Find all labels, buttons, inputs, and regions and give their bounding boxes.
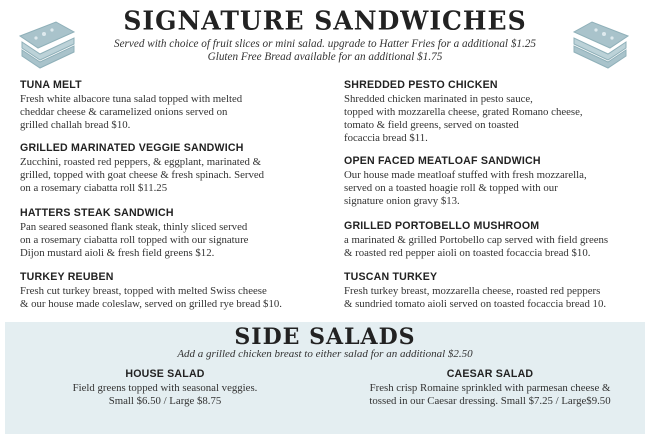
item-description: Zucchini, roasted red peppers, & eggplant, marinated & (20, 156, 262, 168)
item-description: Fresh turkey breast, mozzarella cheese, roasted red peppers (344, 285, 601, 297)
item-description: Shredded chicken marinated in pesto sauce, (344, 93, 533, 105)
menu-item (344, 220, 608, 260)
item-description: & roasted red pepper aioli on toasted focaccia bread $10. (344, 247, 591, 259)
item-description: Our house made meatloaf stuffed with fresh mozzarella, (344, 169, 587, 181)
item-name: CAESAR SALAD (446, 368, 534, 380)
item-description: on a rosemary ciabatta roll topped with our signature (20, 234, 249, 246)
item-description: Fresh white albacore tuna salad topped with melted (20, 93, 243, 105)
item-description: focaccia bread $11. (344, 132, 428, 144)
item-description: & our house made coleslaw, served on grilled rye bread $10. (20, 298, 282, 310)
title-subtitle: Served with choice of fruit slices or mini salad. upgrade to Hatter Fries for a additional $1.25 (114, 38, 536, 50)
item-description: & sundried tomato aioli served on toasted focaccia bread 10. (344, 298, 607, 310)
item-description: Fresh crisp Romaine sprinkled with parmesan cheese & (369, 382, 611, 394)
menu-item (20, 207, 248, 260)
menu-item (20, 142, 264, 195)
item-name: GRILLED PORTOBELLO MUSHROOM (344, 220, 540, 232)
menu-item (345, 368, 635, 408)
item-description: Dijon mustard aioli & fresh field greens $12. (20, 247, 215, 259)
item-name: TUSCAN TURKEY (344, 271, 438, 283)
item-name: TUNA MELT (20, 79, 82, 91)
item-name: GRILLED MARINATED VEGGIE SANDWICH (20, 142, 244, 154)
item-description: Fresh cut turkey breast, topped with melted Swiss cheese (20, 285, 267, 297)
item-name: OPEN FACED MEATLOAF SANDWICH (344, 155, 541, 167)
title-subtitle-2: Gluten Free Bread available for an additional $1.75 (207, 51, 443, 63)
item-description: Pan seared seasoned flank steak, thinly sliced served (20, 221, 248, 233)
menu-item (20, 271, 282, 311)
item-name: HATTERS STEAK SANDWICH (20, 207, 174, 219)
item-description: served on a toasted hoagie roll & topped with our (344, 182, 558, 194)
item-description: Small $6.50 / Large $8.75 (108, 395, 222, 407)
item-description: cheddar cheese & caramelized onions served on (20, 106, 228, 118)
item-description: topped with mozzarella cheese, grated Romano cheese, (344, 106, 583, 118)
item-description: grilled challah bread $10. (20, 119, 131, 131)
item-description: Field greens topped with seasonal veggies. (72, 382, 258, 394)
item-description: a marinated & grilled Portobello cap served with field greens (344, 234, 609, 246)
item-name: SHREDDED PESTO CHICKEN (344, 79, 498, 91)
menu-item (20, 79, 242, 132)
item-description: tomato & field greens, served on toasted (344, 119, 519, 131)
item-description: tossed in our Caesar dressing. Small $7.25 / Large$9.50 (369, 395, 611, 407)
item-description: on a rosemary ciabatta roll $11.25 (20, 182, 168, 194)
menu-item (344, 271, 606, 311)
item-description: signature onion gravy $13. (344, 195, 460, 207)
item-name: HOUSE SALAD (125, 368, 205, 380)
page-title: SIGNATURE SANDWICHES (123, 5, 527, 36)
section-title: SIDE SALADS (234, 324, 416, 350)
section-subtitle: Add a grilled chicken breast to either salad for an additional $2.50 (177, 348, 473, 360)
menu-item (344, 155, 587, 208)
item-name: TURKEY REUBEN (20, 271, 114, 283)
menu-item (40, 368, 290, 408)
menu-item (344, 79, 583, 145)
item-description: grilled, topped with goat cheese & fresh spinach. Served (20, 169, 265, 181)
